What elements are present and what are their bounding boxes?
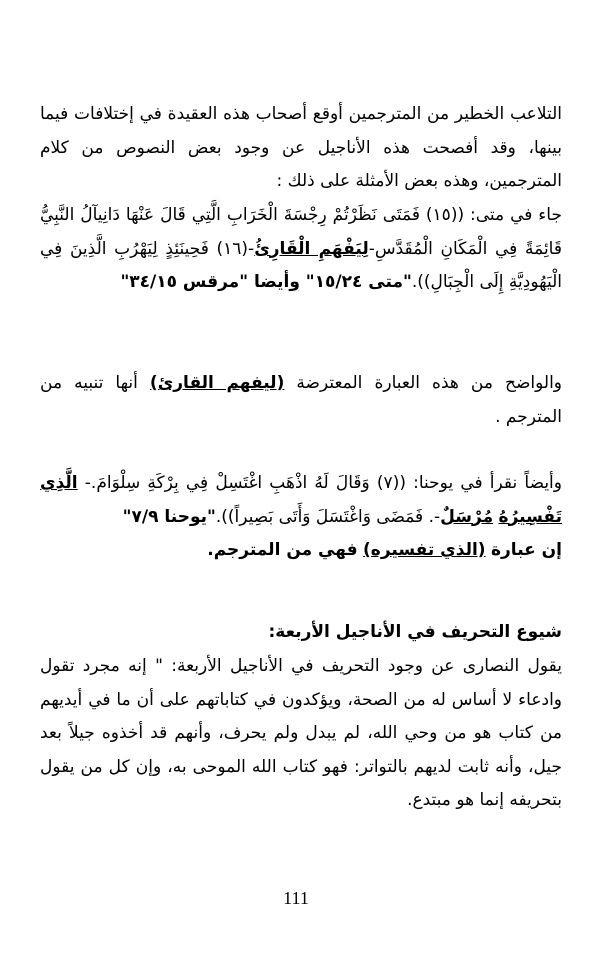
john-note-phrase: (الذي تفسيره): [363, 540, 486, 560]
reader-note-phrase: (ليفهم القارئ): [149, 373, 285, 393]
section-heading-text: شيوع التحريف في الأناجيل الأربعة:: [268, 622, 562, 642]
matthew-quote-start: جاء في متى: ((١٥) فَمَتَى نَظَرْتُمْ رِجْسَةَ الْخَرَابِ الَّتِي قَالَ عَنْهَا دَانِيآلُ النَّبِيُّ قَائِمَةً فِي الْمَكَانِ الْمُقَدَّسِ-: [40, 205, 562, 259]
john-reference: "يوحنا ٧/٩": [122, 506, 216, 527]
john-note-end: فهي من المترجم.: [207, 540, 358, 560]
paragraph-intro: [40, 98, 562, 199]
page-number: 111: [283, 888, 309, 908]
christian-claim-text: يقول النصارى عن وجود التحريف في الأناجيل الأربعة: " إنه مجرد تقول وادعاء لا أساس له من الصحة، ويؤكدون في كتاباتهم على أن ما في أيديهم من كتاب هو من وحي الله، لم يبدل ولم يحرف، وأنهم قد أخذوه جيلاً بعد جيل، وأنه ثابت لديهم بالتواتر: فهو كتاب الله الموحى به، وإن كل من يقول بتحريفه إنما هو مبتدع.: [40, 656, 562, 810]
intro-text: التلاعب الخطير من المترجمين أوقع أصحاب هذه العقيدة في إختلافات فيما بينها، وقد أفصحت هذه الأناجيل عن وجود بعض النصوص من كلام المترجمين، وهذه بعض الأمثلة على ذلك :: [40, 104, 562, 191]
section-heading: [40, 616, 562, 650]
john-interjection-sent: مُرْسَلٌ: [440, 506, 494, 527]
john-quote-end: -. فَمَضَى وَاغْتَسَلَ وَأَتَى بَصِيراً)).: [215, 506, 441, 527]
reader-note-start: والواضح من هذه العبارة المعترضة: [296, 373, 563, 393]
matthew-quote-end: -(١٦) فَحِينَئِذٍ لِيَهْرُبِ الَّذِينَ فِي الْيَهُودِيَّةِ إِلَى الْجِبَالِ)).: [40, 238, 562, 292]
matthew-interjection: لِيَفْهَمِ الْقَارِئُ: [254, 238, 369, 259]
paragraph-john-quote: [40, 467, 562, 568]
paragraph-christian-claim: [40, 650, 562, 818]
john-interjection: الَّذِي تَفْسِيرُهُ: [40, 473, 562, 527]
john-note-start: إن عبارة: [490, 540, 562, 560]
reader-note-end: أنها تنبيه من المترجم .: [40, 373, 562, 427]
paragraph-reader-note: [40, 367, 562, 434]
john-quote-start: وأيضاً نقرأ في يوحنا: ((٧) وَقَالَ لَهُ اذْهَبِ اغْتَسِلْ فِي بِرْكَةِ سِلْوَامَ.-: [84, 473, 562, 493]
matthew-reference: "متى ١٥/٢٤" وأيضا "مرقس ٣٤/١٥": [120, 272, 412, 292]
paragraph-matthew-quote: [40, 199, 562, 300]
